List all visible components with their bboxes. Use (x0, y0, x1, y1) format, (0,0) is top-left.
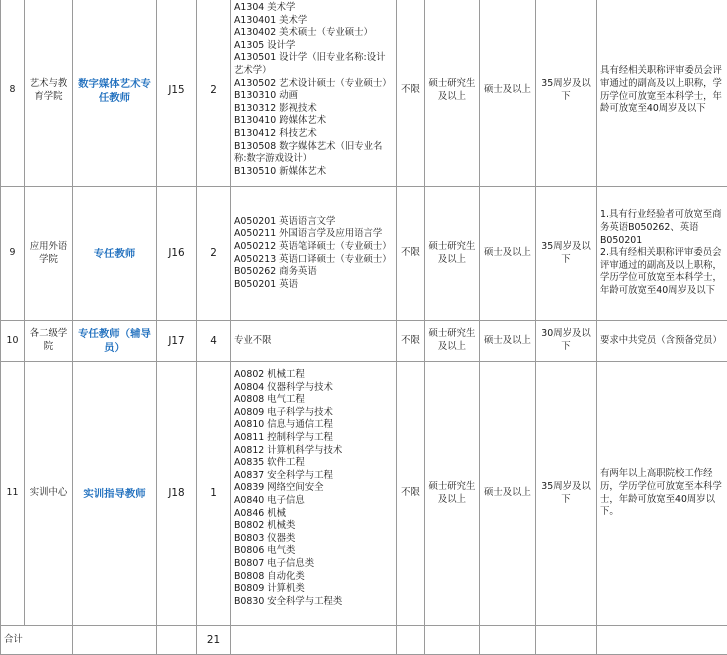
other-requirements: 要求中共党员（含预备党员） (597, 321, 727, 362)
major-item: A050213 英语口译硕士（专业硕士） (234, 254, 394, 267)
table-row (1, 321, 727, 362)
major-item: A0846 机械 (234, 508, 394, 521)
age-limit: 35周岁及以下 (536, 187, 597, 321)
major-item: B050201 英语 (234, 279, 394, 292)
hire-count: 2 (197, 0, 231, 187)
political-status: 不限 (397, 187, 425, 321)
major-list (231, 362, 397, 626)
major-item: B050262 商务英语 (234, 266, 394, 279)
college-name: 实训中心 (25, 362, 73, 626)
major-item: B0807 电子信息类 (234, 558, 394, 571)
major-item: A1304 美术学 (234, 2, 394, 15)
total-label: 合计 (1, 626, 73, 655)
hire-count: 4 (197, 321, 231, 362)
position-name: 专任教师（辅导员） (73, 321, 157, 362)
row-number: 9 (1, 187, 25, 321)
major-item: A050201 英语语言文学 (234, 216, 394, 229)
empty-cell (157, 626, 197, 655)
major-item: B0830 安全科学与工程类 (234, 596, 394, 609)
row-number: 10 (1, 321, 25, 362)
empty-cell (597, 626, 727, 655)
education-level: 硕士研究生及以上 (425, 362, 480, 626)
age-limit: 30周岁及以下 (536, 321, 597, 362)
total-count: 21 (197, 626, 231, 655)
age-limit: 35周岁及以下 (536, 362, 597, 626)
major-item: A050212 英语笔译硕士（专业硕士） (234, 241, 394, 254)
education-level: 硕士研究生及以上 (425, 321, 480, 362)
position-name: 实训指导教师 (73, 362, 157, 626)
major-list (231, 0, 397, 187)
major-list (231, 187, 397, 321)
total-row (1, 626, 727, 655)
major-item: A0804 仪器科学与技术 (234, 382, 394, 395)
major-item: A0809 电子科学与技术 (234, 407, 394, 420)
empty-cell (231, 626, 397, 655)
major-list: 专业不限 (231, 321, 397, 362)
other-requirements: 1.具有行业经验者可放宽至商务英语B050262、英语B050201 2.具有经相关职称评审委员会评审通过的副高及以上职称，学历学位可放宽至本科学士，年龄可放宽至40周岁及以下 (597, 187, 727, 321)
major-item: B130508 数字媒体艺术（旧专业名称:数字游戏设计） (234, 141, 394, 166)
major-item: A0837 安全科学与工程 (234, 470, 394, 483)
table-row (1, 187, 727, 321)
major-item: B0806 电气类 (234, 545, 394, 558)
political-status: 不限 (397, 0, 425, 187)
major-item: A0811 控制科学与工程 (234, 432, 394, 445)
empty-cell (425, 626, 480, 655)
college-name: 各二级学院 (25, 321, 73, 362)
major-item: A130402 美术硕士（专业硕士） (234, 27, 394, 40)
major-item: B130412 科技艺术 (234, 128, 394, 141)
degree-level: 硕士及以上 (480, 0, 536, 187)
hire-count: 1 (197, 362, 231, 626)
hire-count: 2 (197, 187, 231, 321)
major-item: A0810 信息与通信工程 (234, 419, 394, 432)
education-level: 硕士研究生及以上 (425, 0, 480, 187)
major-item: A0812 计算机科学与技术 (234, 445, 394, 458)
major-item: A130401 美术学 (234, 15, 394, 28)
major-item: A1305 设计学 (234, 40, 394, 53)
major-item: A130502 艺术设计硕士（专业硕士） (234, 78, 394, 91)
major-item: B0808 自动化类 (234, 571, 394, 584)
position-code: J16 (157, 187, 197, 321)
empty-cell (536, 626, 597, 655)
major-item: A130501 设计学（旧专业名称:设计艺术学） (234, 52, 394, 77)
college-name: 应用外语学院 (25, 187, 73, 321)
major-item: A0802 机械工程 (234, 369, 394, 382)
major-item: A0839 网络空间安全 (234, 482, 394, 495)
major-item: B0803 仪器类 (234, 533, 394, 546)
major-item: B130312 影视技术 (234, 103, 394, 116)
major-item: B0802 机械类 (234, 520, 394, 533)
political-status: 不限 (397, 362, 425, 626)
degree-level: 硕士及以上 (480, 321, 536, 362)
position-code: J15 (157, 0, 197, 187)
major-item: B130310 动画 (234, 90, 394, 103)
degree-level: 硕士及以上 (480, 362, 536, 626)
table-row (1, 362, 727, 626)
empty-cell (480, 626, 536, 655)
other-requirements: 有两年以上高职院校工作经历，学历学位可放宽至本科学士，年龄可放宽至40周岁以下。 (597, 362, 727, 626)
degree-level: 硕士及以上 (480, 187, 536, 321)
major-item: A0808 电气工程 (234, 394, 394, 407)
position-name: 专任教师 (73, 187, 157, 321)
major-item: A0840 电子信息 (234, 495, 394, 508)
age-limit: 35周岁及以下 (536, 0, 597, 187)
table-row (1, 0, 727, 187)
empty-cell (73, 626, 157, 655)
major-item: A050211 外国语言学及应用语言学 (234, 228, 394, 241)
other-requirements: 具有经相关职称评审委员会评审通过的副高及以上职称，学历学位可放宽至本科学士，年龄可放宽至40周岁及以下 (597, 0, 727, 187)
row-number: 8 (1, 0, 25, 187)
row-number: 11 (1, 362, 25, 626)
political-status: 不限 (397, 321, 425, 362)
major-item: B0809 计算机类 (234, 583, 394, 596)
position-code: J18 (157, 362, 197, 626)
college-name: 艺术与教育学院 (25, 0, 73, 187)
major-item: B130410 跨媒体艺术 (234, 115, 394, 128)
position-code: J17 (157, 321, 197, 362)
major-item: B130510 新媒体艺术 (234, 166, 394, 179)
empty-cell (397, 626, 425, 655)
position-name: 数字媒体艺术专任教师 (73, 0, 157, 187)
education-level: 硕士研究生及以上 (425, 187, 480, 321)
major-item: A0835 软件工程 (234, 457, 394, 470)
